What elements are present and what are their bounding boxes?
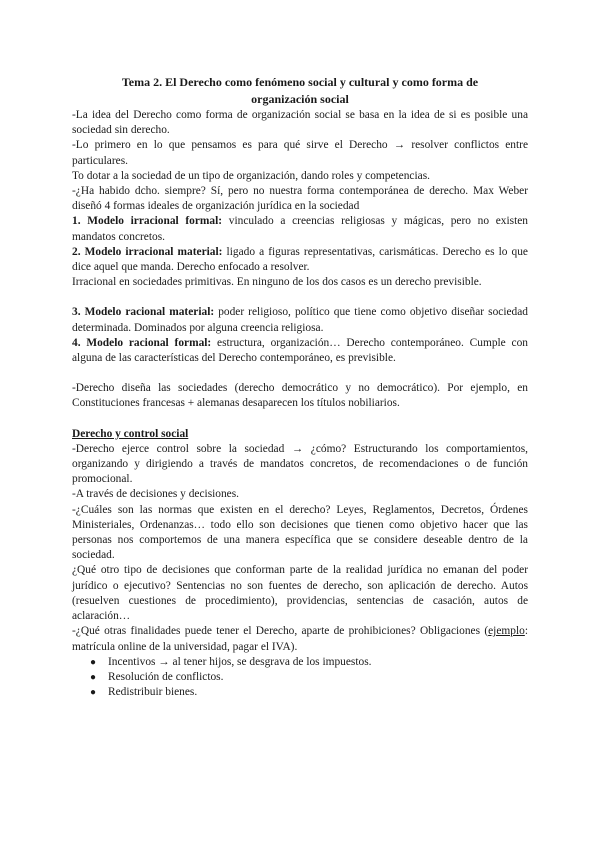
model-2-text: ligado a figuras representativas, carismáticas. Derecho es lo que dice aquel que manda. Derecho enfocado a resolver. xyxy=(72,245,528,274)
model-4-text: estructura, organización… Derecho contemporáneo. Cumple con alguna de las características del Derecho contemporáneo, es previsible. xyxy=(72,336,528,365)
paragraph: -A través de decisiones y decisiones. xyxy=(72,488,240,501)
list-item: ● Redistribuir bienes. xyxy=(108,685,528,700)
model-3-label: 3. Modelo racional material: xyxy=(72,306,215,319)
underlined-word: ejemplo xyxy=(488,625,525,638)
model-4-label: 4. Modelo racional formal: xyxy=(72,336,212,349)
model-4 xyxy=(72,336,528,366)
section-heading: Derecho y control social xyxy=(72,427,189,440)
spacer xyxy=(72,412,528,427)
model-3-text: poder religioso, político que tiene como objetivo diseñar sociedad determinada. Dominados por alguna creencia religiosa. xyxy=(72,306,528,334)
list-item: ● Resolución de conflictos. xyxy=(108,670,528,685)
paragraph: -¿Ha habido dcho. siempre? Sí, pero no nuestra forma contemporánea de derecho. Max Weber diseñó 4 formas ideales de organización jurídica en la sociedad xyxy=(72,185,528,213)
paragraph: To dotar a la sociedad de un tipo de organización, dando roles y competencias. xyxy=(72,169,430,182)
bullet-icon: ● xyxy=(90,687,97,699)
bullet-icon: ● xyxy=(90,671,97,683)
model-1 xyxy=(72,214,528,244)
model-1-text: vinculado a creencias religiosas y mágicas, pero no existen mandatos concretos. xyxy=(72,215,528,243)
model-2 xyxy=(72,245,528,275)
paragraph: -Derecho ejerce control sobre la sociedad → ¿cómo? Estructurando los comportamientos, organizando y dirigiendo a través de mandatos concretos, de recomendaciones o de función promocional. xyxy=(72,442,528,486)
bullet-list xyxy=(72,655,528,701)
paragraph: -¿Qué otras finalidades puede tener el Derecho, aparte de prohibiciones? Obligaciones (ejemplo: matrícula online de la universidad, pagar el IVA). xyxy=(72,625,528,653)
paragraph: -La idea del Derecho como forma de organización social se basa en la idea de si es posible una sociedad sin derecho. xyxy=(72,109,528,137)
model-3 xyxy=(72,305,528,335)
document-title: Tema 2. El Derecho como fenómeno social y cultural y como forma de organización social xyxy=(121,75,479,106)
model-2-label: 2. Modelo irracional material: xyxy=(72,245,223,258)
paragraph: -¿Cuáles son las normas que existen en el derecho? Leyes, Reglamentos, Decretos, Órdenes Ministeriales, Ordenanzas… todo ello son decisiones que tienen como objetivo hacer que las personas nos comportemos de una manera específica que se considere deseable dentro de la sociedad. xyxy=(72,503,528,562)
document-body xyxy=(72,74,528,700)
list-item: ● Incentivos → al tener hijos, se desgrava de los impuestos. xyxy=(108,655,528,670)
paragraph: ¿Qué otro tipo de decisiones que conforman parte de la realidad jurídica no emanan del poder jurídico o ejecutivo? Sentencias no son fuentes de derecho, son aplicación de derecho. Autos (resuelven cuestiones de procedimiento), providencias, sentencias de casación, autos de aclaración… xyxy=(72,564,528,623)
bullet-icon: ● xyxy=(90,656,97,668)
paragraph: -Lo primero en lo que pensamos es para qué sirve el Derecho → resolver conflictos entre particulares. xyxy=(72,139,528,167)
spacer xyxy=(72,366,528,381)
model-1-label: 1. Modelo irracional formal: xyxy=(72,215,223,228)
weber-note: -Derecho diseña las sociedades (derecho democrático y no democrático). Por ejemplo, en Constituciones francesas + alemanas desaparecen los títulos nobiliarios. xyxy=(72,382,528,410)
irracional-note: Irracional en sociedades primitivas. En ninguno de los dos casos es un derecho previsible. xyxy=(72,276,482,289)
spacer xyxy=(72,290,528,305)
